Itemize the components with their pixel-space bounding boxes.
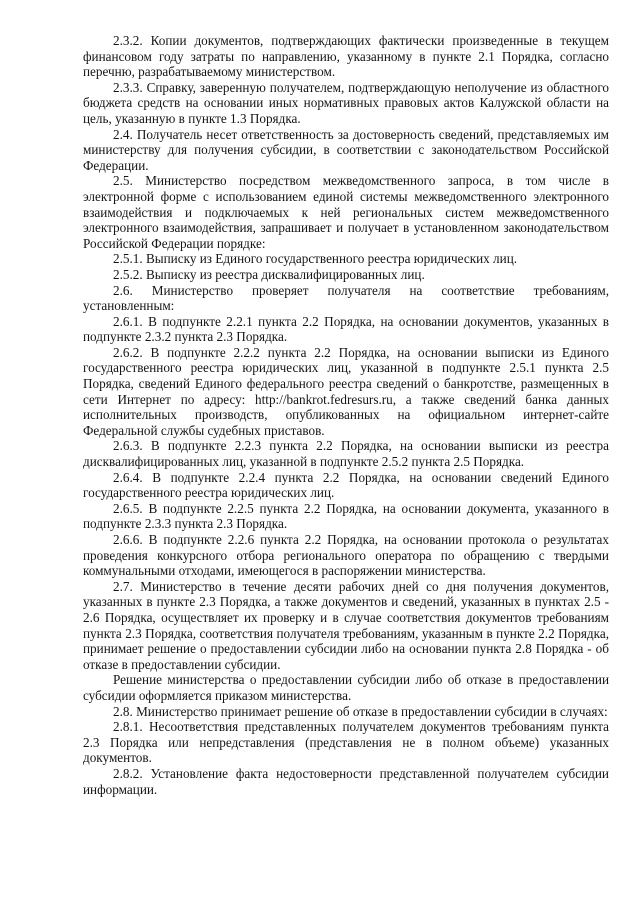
paragraph-2-8: 2.8. Министерство принимает решение об отказе в предоставлении субсидии в случаях: (113, 703, 608, 719)
paragraph-decision: Решение министерства о предоставлении субсидии либо об отказе в предоставлении субсидии оформляется приказом министерства. (83, 672, 609, 703)
paragraph-2-3-2: 2.3.2. Копии документов, подтверждающих фактически произведенные в текущем финансовом году затраты по направлению, указанному в пункте 2.1 Порядка, согласно перечню, разрабатываемому министерством. (83, 33, 609, 80)
paragraph-2-3-3: 2.3.3. Справку, заверенную получателем, подтверждающую неполучение из областного бюджета средств на основании иных нормативных правовых актов Калужской области на цель, указанную в пункте 1.3 Порядка. (83, 79, 609, 126)
paragraph-2-5-1: 2.5.1. Выписку из Единого государственного реестра юридических лиц. (113, 251, 518, 267)
paragraph-2-6-5: 2.6.5. В подпункте 2.2.5 пункта 2.2 Порядка, на основании документа, указанного в подпункте 2.3.3 пункта 2.3 Порядка. (83, 500, 609, 532)
paragraph-2-4: 2.4. Получатель несет ответственность за достоверность сведений, представляемых им министерству для получения субсидии, в соответствии с законодательством Российской Федерации. (83, 126, 609, 173)
paragraph-2-7: 2.7. Министерство в течение десяти рабочих дней со дня получения документов, указанных в пункте 2.3 Порядка, а также документов и сведений, указанных в пунктах 2.5 - 2.6 Порядка, осуществляет их проверку и в случае соответствия документов требованиям пункта 2.3 Порядка, соответствия получателя требованиям, указанным в пункте 2.2 Порядка, принимает решение о предоставлении субсидии либо на основании пункта 2.8 Порядка - об отказе в предоставлении субсидии. (83, 578, 609, 672)
paragraph-2-6-2: 2.6.2. В подпункте 2.2.2 пункта 2.2 Порядка, на основании выписки из Единого государственного реестра юридических лиц, указанной в подпункте 2.5.1 пункта 2.5 Порядка, сведений Единого федерального реестра сведений о банкротстве, размещенных в сети Интернет по адресу: http://bankrot.fedresurs.ru, а также сведений банка данных исполнительных производств, опубликованных на официальном интернет-сайте Федеральной службы судебных приставов. (83, 344, 609, 438)
paragraph-2-5-2: 2.5.2. Выписку из реестра дисквалифицированных лиц. (113, 266, 425, 282)
paragraph-2-6-1: 2.6.1. В подпункте 2.2.1 пункта 2.2 Порядка, на основании документов, указанных в подпункте 2.3.2 пункта 2.3 Порядка. (83, 313, 609, 345)
paragraph-2-6-3: 2.6.3. В подпункте 2.2.3 пункта 2.2 Порядка, на основании выписки из реестра дисквалифицированных лиц, указанной в подпункте 2.5.2 пункта 2.5 Порядка. (83, 438, 609, 470)
paragraph-2-6: 2.6. Министерство проверяет получателя на соответствие требованиям, установленным: (83, 282, 609, 314)
paragraph-2-6-6: 2.6.6. В подпункте 2.2.6 пункта 2.2 Порядка, на основании протокола о результатах проведения конкурсного отбора регионального оператора по обращению с твердыми коммунальными отходами, имеющегося в распоряжении министерства. (83, 532, 609, 579)
paragraph-2-5: 2.5. Министерство посредством межведомственного запроса, в том числе в электронной форме с использованием единой системы межведомственного электронного взаимодействия и подключаемых к ней региональных систем межведомственного электронного взаимодействия, запрашивает и получает в установленном законодательством Российской Федерации порядке: (83, 173, 609, 251)
paragraph-2-6-4: 2.6.4. В подпункте 2.2.4 пункта 2.2 Порядка, на основании сведений Единого государственного реестра юридических лиц. (83, 469, 609, 501)
paragraph-2-8-2: 2.8.2. Установление факта недостоверности представленной получателем субсидии информации. (83, 765, 609, 797)
paragraph-2-8-1: 2.8.1. Несоответствия представленных получателем документов требованиям пункта 2.3 Порядка или непредставления (представления не в полном объеме) указанных документов. (83, 719, 609, 766)
document-page (83, 33, 609, 797)
